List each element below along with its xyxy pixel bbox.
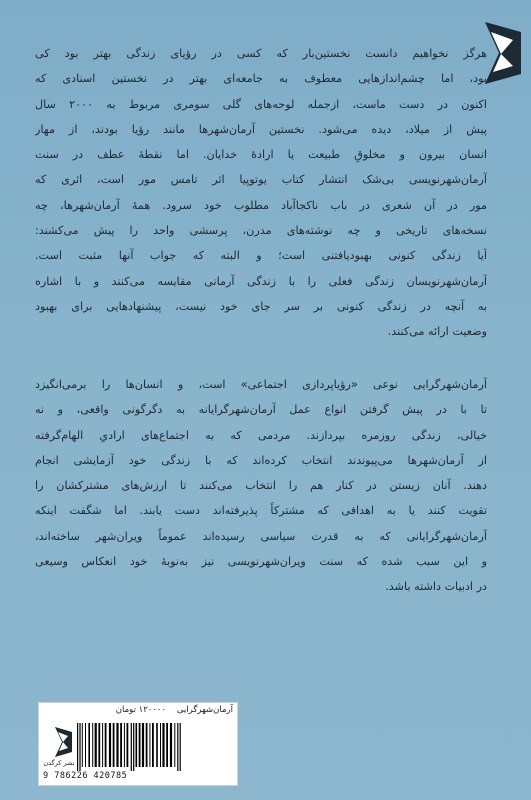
barcode-bar xyxy=(102,723,103,767)
paragraph-1 xyxy=(35,41,487,345)
paragraph-line: نسخه‌های تاریخی و چه نوشته‌های مدرن، پرسشی واحد را پیش می‌کشند: xyxy=(35,224,487,238)
paragraph-line: آرمان‌شهرگرایی نوعی «رؤیاپردازی اجتماعی» است، و انسان‌ها را برمی‌انگیزد xyxy=(35,378,487,391)
barcode-bar xyxy=(95,723,97,767)
paragraph-line: در ادبیات داشته باشد. xyxy=(385,580,487,594)
paragraph-line: از آرمان‌شهرها می‌پیوندند انتخاب کرده‌اند که با زندگی خود آزمایشی انجام xyxy=(35,453,487,467)
publisher-name: نشر کرگدن xyxy=(43,759,75,767)
paragraph-line: پیش از میلاد، دیده می‌شود. نخستین آرمان‌شهرها مانند رؤیا بودند، از مهار xyxy=(35,122,487,136)
barcode-bar xyxy=(82,723,83,767)
paragraph-2 xyxy=(35,372,487,600)
barcode-bar xyxy=(85,723,86,767)
barcode-bar xyxy=(149,723,150,767)
barcode-bar xyxy=(92,723,93,767)
barcode-bar xyxy=(124,723,125,767)
barcode-bar xyxy=(105,723,107,767)
book-title-label: آرمان‌شهرگرایی xyxy=(176,705,233,715)
paragraph-line: دهند. آنان زیستن در کنار هم را انتخاب می‌کنند تا ارزش‌های مشترکشان را xyxy=(35,479,487,493)
paragraph-line: هرگز نخواهیم دانست نخستین‌بار که کسی در رؤیای زندگی بهتر بود کی xyxy=(35,47,487,60)
barcode-bar xyxy=(170,723,172,767)
barcode-bar xyxy=(142,723,144,767)
barcode xyxy=(75,723,215,771)
barcode-bar xyxy=(133,723,134,771)
paragraph-line: آیا زندگی کنونی بهبودیافتنی است؛ و البته که جواب آنها مثبت است. xyxy=(35,249,487,263)
barcode-bar xyxy=(177,723,178,771)
barcode-label xyxy=(38,702,238,786)
paragraph-line: اکنون در دست ماست، ازجمله لوحه‌های گلی سومری مربوط به ۲۰۰۰ سال xyxy=(35,97,487,111)
barcode-bar xyxy=(136,723,138,767)
paragraph-line: آرمان‌شهرگرایانی که به قدرت سیاسی رسیده‌اند عموماً ویران‌شهر ساخته‌اند، xyxy=(35,529,487,543)
barcode-bar xyxy=(88,723,90,767)
isbn-number: 9 786226 420785 xyxy=(43,771,128,781)
paragraph-line: مور در آن شعری در باب ناکجاآباد مطلوب خود سرود. همهٔ آرمان‌شهرها، چه xyxy=(35,198,487,212)
paragraph-line: آرمان‌شهرنویسی بی‌شک انتشار کتاب یوتوپیا اثر تامس مور است، اثری که xyxy=(35,173,487,187)
paragraph-line: بود، اما چشم‌اندازهایی معطوف به جامعه‌ای بهتر در نخستین اسنادی که xyxy=(35,72,487,86)
barcode-bar xyxy=(180,723,181,771)
barcode-bar xyxy=(174,723,175,767)
barcode-bar xyxy=(160,723,161,767)
barcode-bar xyxy=(113,723,115,767)
barcode-bar xyxy=(166,723,168,767)
paragraph-line: آرمان‌شهرنویسان زندگی فعلی را با زندگی آرمانی مقایسه می‌کنند و با اشاره xyxy=(35,274,487,288)
paragraph-line: وضعیت ارائه می‌کنند. xyxy=(387,325,487,339)
barcode-bar xyxy=(79,723,80,771)
barcode-bar xyxy=(116,723,118,767)
paragraph-line: به آنچه در زندگی کنونی بر سر جای خود نیست، پیشنهادهایی برای بهبود xyxy=(35,299,487,313)
barcode-bar xyxy=(77,723,78,771)
barcode-bar xyxy=(162,723,164,767)
barcode-bar xyxy=(146,723,148,767)
barcode-bar xyxy=(152,723,154,767)
paragraph-line: تا با در پیش گرفتن انواع عمل آرمان‌شهرگرایانه به دگرگونی واقعی، و نه xyxy=(35,403,487,417)
price-row xyxy=(39,705,237,721)
paragraph-line: خیالی، زندگی روزمره بپردازند. مردمی که به اجتماع‌های ارادیِ الهام‌گرفته xyxy=(35,428,487,442)
price-label: ۱۲۰۰۰۰ تومان xyxy=(115,705,167,715)
barcode-bar xyxy=(127,723,129,767)
paragraph-line: تقویت کنند یا به اهدافی که مشترکاً پذیرفته‌اند دست یابند. اما شگفت اینکه xyxy=(35,504,487,518)
barcode-bar xyxy=(98,723,100,767)
barcode-bar xyxy=(109,723,111,767)
barcode-bar xyxy=(139,723,141,767)
paragraph-line: و این سبب شده که سنت ویران‌شهرنویسی نیز به‌نوبهٔ خود انعکاس وسیعی xyxy=(35,555,487,569)
paragraph-line: انسان بیرون و مخلوقِ طبیعت یا ارادهٔ خدایان. اما نقطهٔ عطف در سنت xyxy=(35,148,487,162)
barcode-bar xyxy=(120,723,122,767)
rhino-logo-icon xyxy=(45,725,73,759)
barcode-bar xyxy=(131,723,132,771)
barcode-bar xyxy=(156,723,158,767)
